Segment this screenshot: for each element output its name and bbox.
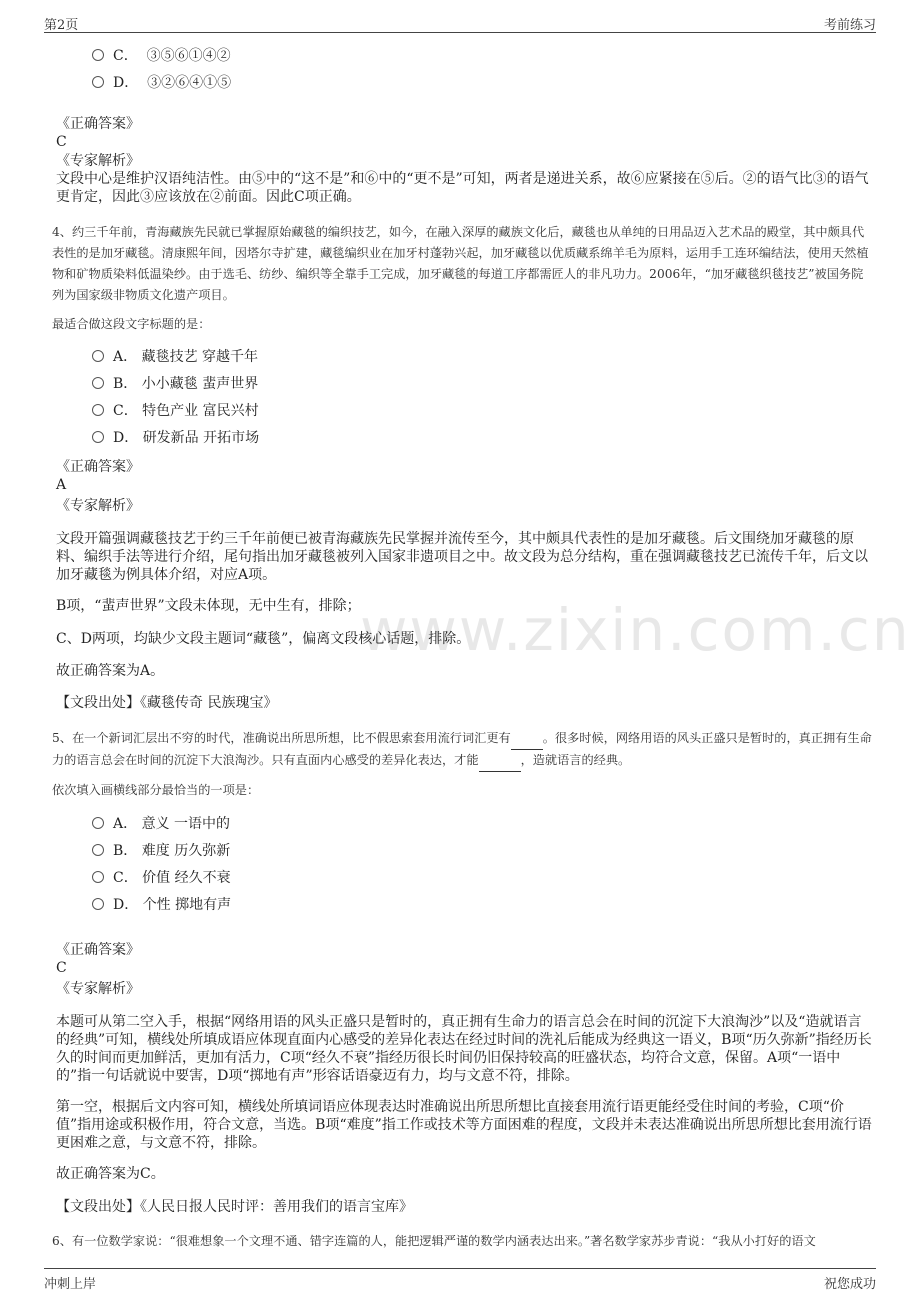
radio-icon[interactable] (92, 817, 104, 829)
q3-answer-label: 《正确答案》 (56, 116, 140, 132)
q3-analysis-label: 《专家解析》 (56, 153, 140, 169)
q4-prompt: 最适合做这段文字标题的是： (52, 317, 211, 331)
q5-analysis-label: 《专家解析》 (56, 981, 140, 997)
footer-right: 祝您成功 (823, 1277, 876, 1292)
q4-analysis-p1: 文段开篇强调藏毯技艺于约三千年前便已被青海藏族先民掌握并流传至今，其中颇具代表性的是加牙藏毯。后文围绕加牙藏毯的原料、编织手法等进行介绍，尾句指出加牙藏毯被列入国家非遗项目之中。故文段为总分结构，重在强调藏毯技艺已流传千年，后文以加牙藏毯为例具体介绍，对应A项。 (56, 531, 868, 583)
q3-answer: C (56, 134, 67, 150)
q5-prompt: 依次填入画横线部分最恰当的一项是： (52, 783, 260, 797)
page-header (44, 12, 876, 33)
q5-answer: C (56, 960, 67, 976)
q4-answer: A (56, 477, 67, 493)
radio-icon[interactable] (92, 404, 104, 416)
page-number: 第2页 (44, 18, 79, 33)
q5-source: 【文段出处】《人民日报人民时评：善用我们的语言宝库》 (56, 1199, 413, 1215)
radio-icon[interactable] (92, 76, 104, 88)
radio-icon[interactable] (92, 377, 104, 389)
q4-text: 4、约三千年前，青海藏族先民就已掌握原始藏毯的编织技艺，如今，在融入深厚的藏族文化后，藏毯也从单纯的日用品迈入艺术品的殿堂，其中颇具代表性的是加牙藏毯。清康熙年间，因塔尔寺扩建，藏毯编织业在加牙村蓬勃兴起，加牙藏毯以优质藏系绵羊毛为原料，运用手工连环编结法，使用天然植物和矿物质染料低温染纱。由于选毛、纺纱、编织等全靠手工完成，加牙藏毯的每道工序都需匠人的非凡功力。2006年，“加牙藏毯织毯技艺”被国务院列为国家级非物质文化遗产项目。 (52, 225, 869, 302)
q5-text: 5、在一个新词汇层出不穷的时代，准确说出所思所想，比不假思索套用流行词汇更有 。很多时候，网络用语的风头正盛只是暂时的，真正拥有生命力的语言总会在时间的沉淀下大浪淘沙。只有直面内心感受的差异化表达，才能 ，造就语言的经典。 (52, 728, 872, 772)
blank-1 (511, 728, 543, 750)
radio-icon[interactable] (92, 844, 104, 856)
q4-option-b[interactable]: B． 小小藏毯 蜚声世界 (92, 374, 258, 394)
radio-icon[interactable] (92, 431, 104, 443)
radio-icon[interactable] (92, 898, 104, 910)
q5-analysis-p1: 本题可从第二空入手，根据“网络用语的风头正盛只是暂时的，真正拥有生命力的语言总会在时间的沉淀下大浪淘沙”以及“造就语言的经典”可知，横线处所填成语应体现直面内心感受的差异化表达在经过时间的洗礼后能成为经典这一语义，B项“历久弥新”指经历长久的时间而更加鲜活，更加有活力，C项“经久不衰”指经历很长时间仍旧保持较高的旺盛状态，均符合文意，保留。A项“一语中的”指一句话就说中要害，D项“掷地有声”形容话语豪迈有力，均与文意不符，排除。 (56, 1014, 872, 1084)
q5-option-c[interactable]: C． 价值 经久不衰 (92, 868, 231, 888)
q5-option-b[interactable]: B． 难度 历久弥新 (92, 841, 230, 861)
footer-left: 冲刺上岸 (44, 1277, 97, 1292)
radio-icon[interactable] (92, 871, 104, 883)
q6-text: 6、有一位数学家说：“很难想象一个文理不通、错字连篇的人，能把逻辑严谨的数学内涵表达出来。”著名数学家苏步青说：“我从小打好的语文 (52, 1234, 816, 1248)
q4-option-d[interactable]: D． 研发新品 开拓市场 (92, 428, 259, 448)
q5-answer-label: 《正确答案》 (56, 942, 140, 958)
q4-analysis-p3: C、D两项，均缺少文段主题词“藏毯”，偏离文段核心话题，排除。 (56, 631, 471, 647)
q4-analysis-p4: 故正确答案为A。 (56, 663, 165, 679)
blank-2 (479, 750, 521, 772)
q3-option-d[interactable]: D． ③②⑥④①⑤ (92, 73, 231, 93)
q4-option-a[interactable]: A． 藏毯技艺 穿越千年 (92, 347, 258, 367)
q3-analysis: 文段中心是维护汉语纯洁性。由⑤中的“这不是”和⑥中的“更不是”可知，两者是递进关系，故⑥应紧接在⑤后。②的语气比③的语气更肯定，因此③应该放在②前面。因此C项正确。 (56, 171, 869, 205)
watermark: www.zixin.com.cn (360, 596, 911, 664)
q5-option-d[interactable]: D． 个性 掷地有声 (92, 895, 231, 915)
q5-option-a[interactable]: A． 意义 一语中的 (92, 814, 230, 834)
q4-answer-label: 《正确答案》 (56, 459, 140, 475)
q5-analysis-p2: 第一空，根据后文内容可知，横线处所填词语应体现表达时准确说出所思所想比直接套用流行语更能经受住时间的考验，C项“价值”指用途或积极作用，符合文意，当选。B项“难度”指工作或技术等方面困难的程度，文段并未表达准确说出所思所想比套用流行语更困难之意，与文意不符，排除。 (56, 1099, 872, 1151)
q4-option-c[interactable]: C． 特色产业 富民兴村 (92, 401, 259, 421)
radio-icon[interactable] (92, 350, 104, 362)
q4-analysis-p2: B项，“蜚声世界”文段未体现，无中生有，排除； (56, 598, 361, 614)
q4-analysis-label: 《专家解析》 (56, 498, 140, 514)
q3-option-c[interactable]: C． ③⑤⑥①④② (92, 46, 231, 66)
header-title: 考前练习 (823, 18, 876, 33)
page-footer (44, 1268, 876, 1293)
q4-source: 【文段出处】《藏毯传奇 民族瑰宝》 (56, 695, 278, 711)
q5-analysis-p3: 故正确答案为C。 (56, 1166, 165, 1182)
radio-icon[interactable] (92, 49, 104, 61)
